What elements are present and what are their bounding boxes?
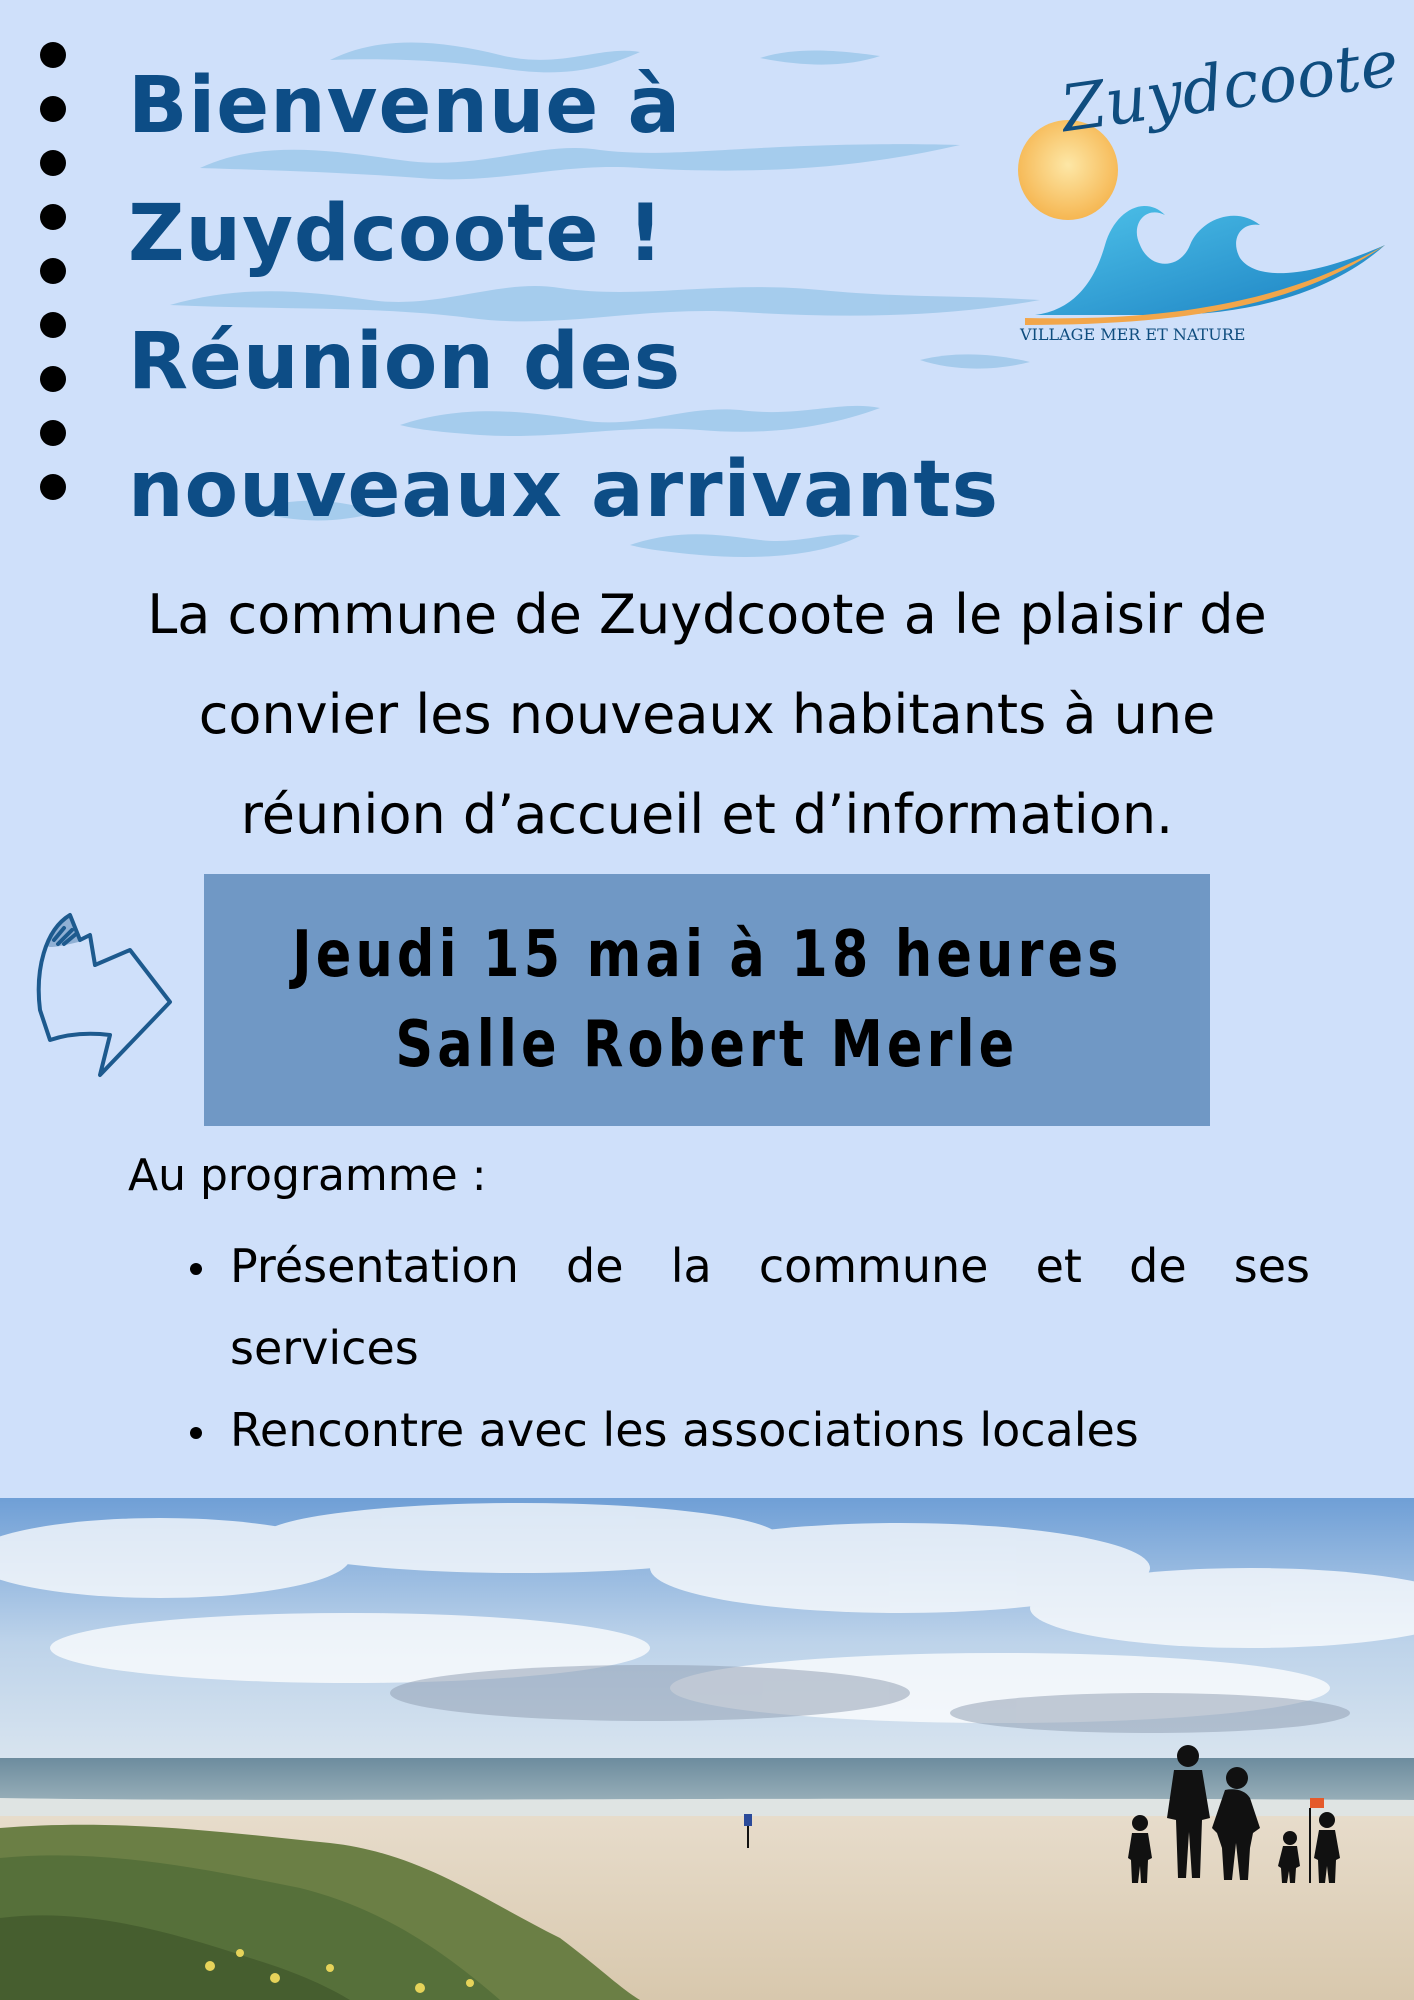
- intro-line: La commune de Zuydcoote a le plaisir de: [147, 583, 1267, 646]
- event-date: Jeudi 15 mai à 18 heures: [291, 918, 1123, 992]
- event-venue: Salle Robert Merle: [395, 1008, 1019, 1082]
- title-line: Réunion des: [128, 317, 682, 407]
- decorative-dot: [40, 204, 66, 230]
- decorative-dot: [40, 312, 66, 338]
- intro-line: convier les nouveaux habitants à une: [198, 683, 1216, 746]
- town-logo: [1005, 26, 1403, 350]
- intro-paragraph: [90, 565, 1324, 865]
- logo-tagline: VILLAGE MER ET NATURE: [1020, 325, 1246, 344]
- hand-drawn-arrow-icon: [30, 910, 180, 1080]
- intro-line: réunion d’accueil et d’information.: [240, 783, 1174, 846]
- event-details-box: [204, 874, 1210, 1126]
- decorative-dot: [40, 258, 66, 284]
- title-line: Bienvenue à: [128, 61, 682, 151]
- decorative-dot: [40, 366, 66, 392]
- program-list: [190, 1225, 1310, 1471]
- program-item: Présentation de la commune et de ses services: [190, 1225, 1310, 1389]
- beach-family-photo: [0, 1498, 1414, 2000]
- decorative-dot: [40, 474, 66, 500]
- page-title: [128, 42, 1028, 554]
- decorative-dot: [40, 96, 66, 122]
- title-line: Zuydcoote !: [128, 189, 665, 279]
- title-line: nouveaux arrivants: [128, 445, 1000, 535]
- decorative-dot: [40, 420, 66, 446]
- program-heading: Au programme :: [128, 1150, 487, 1201]
- program-item: Rencontre avec les associations locales: [190, 1389, 1310, 1471]
- decorative-dot: [40, 42, 66, 68]
- decorative-dot: [40, 150, 66, 176]
- logo-wordmark: Zuydcoote: [1056, 26, 1403, 148]
- bullet-dots-column: [40, 42, 70, 528]
